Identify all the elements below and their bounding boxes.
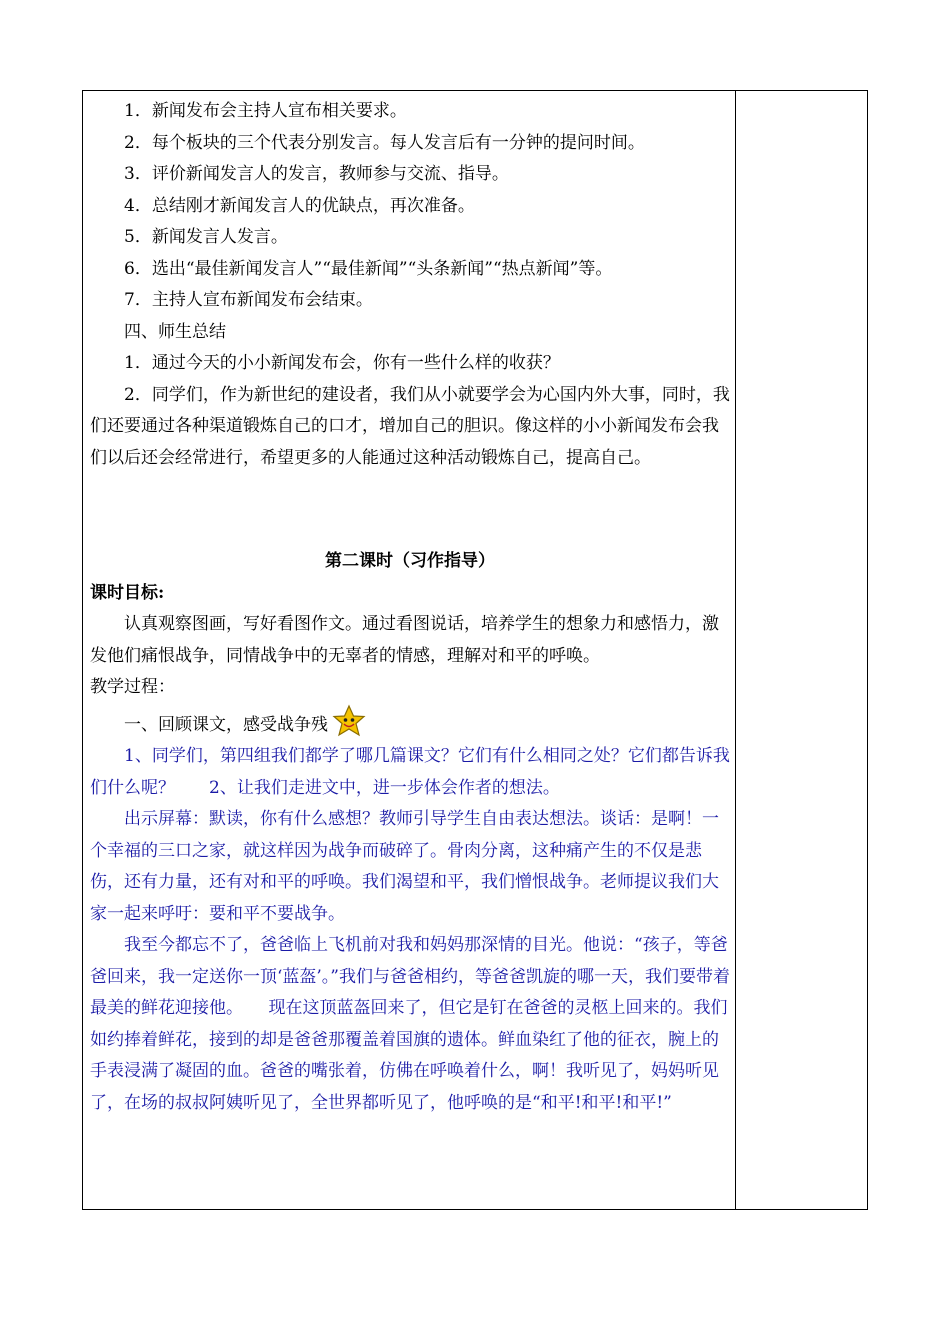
star-icon xyxy=(330,704,368,738)
step-6: 6．选出“最佳新闻发言人”“最佳新闻”“头条新闻”“热点新闻”等。 xyxy=(124,258,613,279)
summary-1: 1．通过今天的小小新闻发布会，你有一些什么样的收获？ xyxy=(124,353,560,373)
blue-paragraph-3: 我至今都忘不了，爸爸临上飞机前对我和妈妈那深情的目光。他说：“孩子，等爸爸回来，我一定送你一顶‘蓝盔’。”我们与爸爸相约，等爸爸凯旋的哪一天，我们要带着最美的鲜花迎接他。 现在这顶蓝盔回来了，但它是钉在爸爸的灵柩上回来的。我们如约捧着鲜花，接到的却是爸爸那覆盖着国旗的遗体。鲜血染红了他的征衣，腕上的手表浸满了凝固的血。爸爸的嘴张着，仿佛在呼唤着什么，啊！我听见了，妈妈听见了，在场的叔叔阿姨听见了，全世界都听见了，他呼唤的是“和平!和平!和平!” xyxy=(90,935,730,1113)
lesson-content xyxy=(90,96,730,1119)
goal-label: 课时目标: xyxy=(90,582,165,603)
step-3: 3．评价新闻发言人的发言，教师参与交流、指导。 xyxy=(124,164,509,184)
section-1-heading xyxy=(90,704,730,742)
blue-paragraph-2: 出示屏幕：默读，你有什么感想？教师引导学生自由表达想法。谈话：是啊！一个幸福的三口之家，就这样因为战争而破碎了。骨肉分离，这种痛产生的不仅是悲伤，还有力量，还有对和平的呼唤。我们渴望和平，我们憎恨战争。老师提议我们大家一起来呼吁：要和平不要战争。 xyxy=(90,809,719,924)
summary-2: 2．同学们，作为新世纪的建设者，我们从小就要学会为心国内外大事，同时，我们还要通过各种渠道锻炼自己的口才，增加自己的胆识。像这样的小小新闻发布会我们以后还会经常进行，希望更多的人能通过这种活动锻炼自己，提高自己。 xyxy=(90,384,730,468)
process-label: 教学过程： xyxy=(90,677,175,697)
step-4: 4．总结刚才新闻发言人的优缺点，再次准备。 xyxy=(124,195,475,216)
lesson-title: 第二课时（习作指导） xyxy=(325,551,495,571)
column-divider xyxy=(735,90,736,1210)
blue-paragraph-1: 1、同学们，第四组我们都学了哪几篇课文？它们有什么相同之处？它们都告诉我们什么呢？ 2、让我们走进文中，进一步体会作者的想法。 xyxy=(90,746,730,798)
goal-text: 认真观察图画，写好看图作文。通过看图说话，培养学生的想象力和感悟力，激发他们痛恨战争，同情战争中的无辜者的情感，理解对和平的呼唤。 xyxy=(90,614,719,666)
step-2: 2．每个板块的三个代表分别发言。每人发言后有一分钟的提问时间。 xyxy=(124,132,645,153)
section-summary-heading: 四、师生总结 xyxy=(124,321,226,342)
section-1-text: 一、回顾课文，感受战争残 xyxy=(124,714,328,735)
step-1: 1．新闻发布会主持人宣布相关要求。 xyxy=(124,101,407,121)
step-5: 5．新闻发言人发言。 xyxy=(124,227,288,247)
step-7: 7．主持人宣布新闻发布会结束。 xyxy=(124,290,373,310)
